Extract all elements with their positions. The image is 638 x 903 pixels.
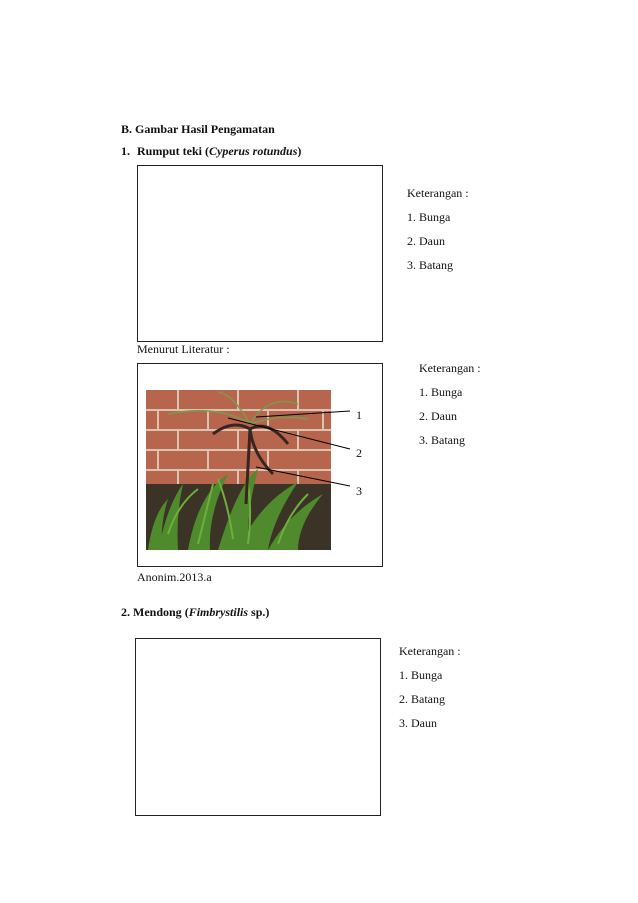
- item-1-latin: Cyperus rotundus: [209, 144, 298, 158]
- literature-box: [137, 363, 383, 567]
- photo-source: Anonim.2013.a: [137, 570, 212, 584]
- callout-number: 3: [356, 484, 362, 498]
- legend-item: 2. Batang: [399, 692, 445, 706]
- item-1-heading: 1. Rumput teki (Cyperus rotundus): [121, 144, 302, 158]
- item-2-name: Mendong: [133, 605, 182, 619]
- literature-legend: [419, 361, 481, 457]
- observation-box-2: [135, 638, 381, 816]
- legend-title: Keterangan :: [419, 361, 481, 375]
- legend-item: 3. Daun: [399, 716, 437, 730]
- observation-legend-1: [407, 186, 469, 282]
- observation-legend-2: [399, 644, 461, 740]
- literature-label: Menurut Literatur :: [137, 342, 230, 356]
- legend-item: 3. Batang: [419, 433, 465, 447]
- legend-item: 1. Bunga: [399, 668, 443, 682]
- cyperus-rotundus-photo: [138, 364, 384, 568]
- legend-title: Keterangan :: [399, 644, 461, 658]
- legend-item: 2. Daun: [407, 234, 445, 248]
- item-2-latin: Fimbrystilis: [188, 605, 249, 619]
- legend-item: 1. Bunga: [407, 210, 451, 224]
- callout-number: 1: [356, 408, 362, 422]
- callout-number: 2: [356, 446, 362, 460]
- item-1-name: Rumput teki: [137, 144, 203, 158]
- observation-box-1: [137, 165, 383, 342]
- item-2-heading: 2. Mendong (Fimbrystilis sp.): [121, 605, 270, 619]
- section-heading: B. Gambar Hasil Pengamatan: [121, 122, 275, 136]
- item-1-number: 1.: [121, 144, 130, 158]
- item-2-number: 2.: [121, 605, 130, 619]
- legend-title: Keterangan :: [407, 186, 469, 200]
- legend-item: 2. Daun: [419, 409, 457, 423]
- legend-item: 1. Bunga: [419, 385, 463, 399]
- item-2-suffix: sp.: [251, 605, 266, 619]
- legend-item: 3. Batang: [407, 258, 453, 272]
